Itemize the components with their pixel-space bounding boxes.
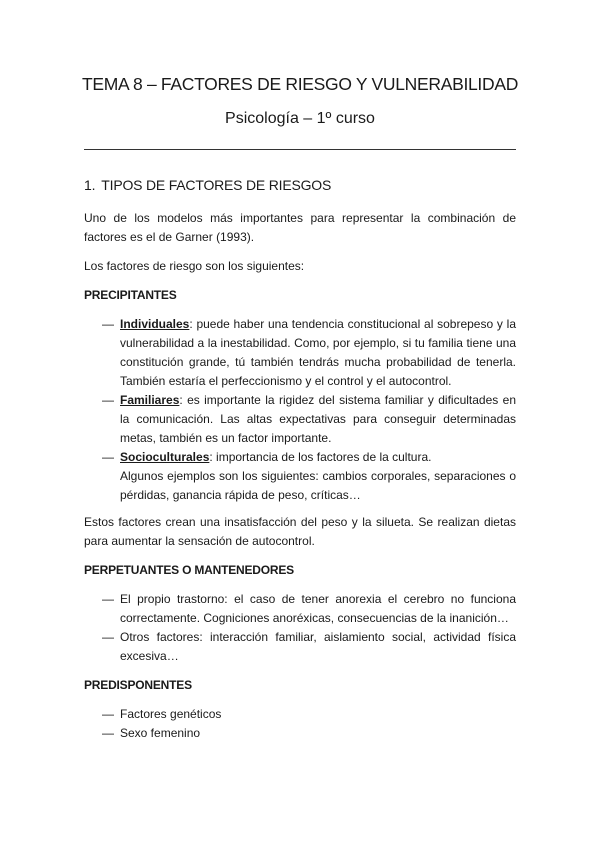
lead-paragraph: Los factores de riesgo son los siguientes: [84, 259, 305, 273]
intro-paragraph: Uno de los modelos más importantes para representar la combinación de factores es el de Garner (1993). [84, 211, 516, 244]
dash-bullet: — [102, 630, 114, 644]
term-familiares: Familiares [120, 393, 180, 407]
item-text: : es importante la rigidez del sistema familiar y dificultades en la comunicación. Las altas expectativas para conseguir determinadas metas, también es un factor importante. [120, 393, 516, 445]
term-socioculturales: Socioculturales [120, 450, 210, 464]
list-item [102, 628, 516, 666]
list-item [102, 724, 516, 743]
document-body [84, 176, 516, 751]
dash-bullet: — [102, 707, 114, 721]
perpetuantes-list [84, 590, 516, 666]
section-heading [84, 176, 516, 195]
list-item [102, 448, 516, 505]
list-item [102, 391, 516, 448]
precipitantes-list [84, 315, 516, 505]
item-text: El propio trastorno: el caso de tener anorexia el cerebro no funciona correctamente. Cogniciones anoréxicas, consecuencias de la inanición… [120, 592, 516, 625]
item-text: Factores genéticos [120, 707, 222, 721]
document-title: TEMA 8 – FACTORES DE RIESGO Y VULNERABILIDAD [81, 74, 519, 94]
precipitantes-heading: PRECIPITANTES [84, 288, 177, 302]
item-text: : puede haber una tendencia constitucional al sobrepeso y la vulnerabilidad a la inestabilidad. Como, por ejemplo, si tu familia tiene una constitución grande, tú también tendrás mucha probabilidad de tenerla. También estaría el perfeccionismo y el control y el autocontrol. [120, 317, 516, 388]
predisponentes-list [84, 705, 516, 743]
item-text: Sexo femenino [120, 726, 201, 740]
term-individuales: Individuales [120, 317, 190, 331]
document-subtitle: Psicología – 1º curso [225, 110, 375, 127]
list-item [102, 315, 516, 391]
perpetuantes-heading: PERPETUANTES O MANTENEDORES [84, 563, 294, 577]
predisponentes-heading: PREDISPONENTES [84, 678, 192, 692]
section-title: TIPOS DE FACTORES DE RIESGOS [101, 177, 332, 193]
dash-bullet: — [102, 393, 114, 407]
summary-paragraph: Estos factores crean una insatisfacción del peso y la silueta. Se realizan dietas para aumentar la sensación de autocontrol. [84, 515, 516, 548]
dash-bullet: — [102, 726, 114, 740]
item-extra-text: Algunos ejemplos son los siguientes: cambios corporales, separaciones o pérdidas, ganancia rápida de peso, críticas… [120, 469, 516, 502]
list-item [102, 590, 516, 628]
list-item [102, 705, 516, 724]
title-divider [84, 149, 516, 150]
dash-bullet: — [102, 592, 114, 606]
item-text: Otros factores: interacción familiar, aislamiento social, actividad física excesiva… [120, 630, 516, 663]
item-text: : importancia de los factores de la cultura. [209, 450, 432, 464]
section-number: 1. [84, 177, 96, 193]
dash-bullet: — [102, 317, 114, 331]
dash-bullet: — [102, 450, 114, 464]
